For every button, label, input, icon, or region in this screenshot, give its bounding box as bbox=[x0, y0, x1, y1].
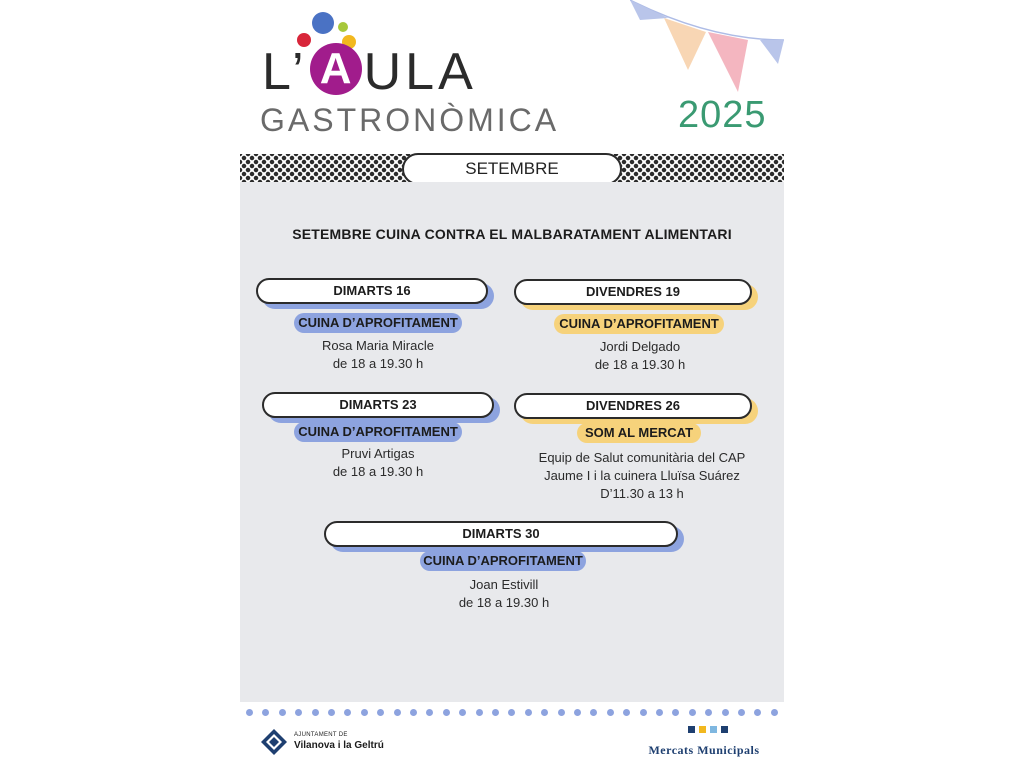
year: 2025 bbox=[678, 94, 767, 136]
event-time: D’11.30 a 13 h bbox=[600, 486, 684, 501]
event-info bbox=[522, 449, 762, 503]
event-presenter: Jordi Delgado bbox=[599, 339, 681, 354]
divider-dot bbox=[377, 709, 384, 716]
divider-dot bbox=[558, 709, 565, 716]
event-presenter: Equip de Salut comunitària del CAP bbox=[538, 450, 746, 465]
divider-dot bbox=[508, 709, 515, 716]
divider-dot bbox=[607, 709, 614, 716]
divider-dot bbox=[754, 709, 761, 716]
event-type-badge: CUINA D’APROFITAMENT bbox=[294, 422, 462, 442]
event-info bbox=[278, 445, 478, 481]
event-presenter: Rosa Maria Miracle bbox=[322, 338, 434, 353]
divider-dot bbox=[328, 709, 335, 716]
divider-dot bbox=[705, 709, 712, 716]
divider-dot bbox=[541, 709, 548, 716]
event-day: DIMARTS 30 bbox=[324, 521, 678, 547]
divider-dot bbox=[656, 709, 663, 716]
divider-dot bbox=[689, 709, 696, 716]
events-panel bbox=[240, 182, 784, 702]
headline: SETEMBRE CUINA CONTRA EL MALBARATAMENT ALIMENTARI bbox=[292, 226, 732, 242]
event-presenter: Pruvi Artigas bbox=[341, 446, 415, 461]
event-presenter: Joan Estivill bbox=[469, 577, 539, 592]
event-type-badge: SOM AL MERCAT bbox=[577, 423, 701, 443]
divider-dot bbox=[246, 709, 253, 716]
mercats-logo bbox=[634, 722, 774, 762]
dots-divider bbox=[240, 709, 784, 719]
mercats-name: Mercats Municipals bbox=[648, 743, 760, 757]
event-info bbox=[404, 576, 604, 612]
divider-dot bbox=[443, 709, 450, 716]
divider-dot bbox=[492, 709, 499, 716]
divider-dot bbox=[394, 709, 401, 716]
divider-dot bbox=[459, 709, 466, 716]
event-time: de 18 a 19.30 h bbox=[458, 595, 550, 610]
poster bbox=[240, 0, 784, 768]
divider-dot bbox=[262, 709, 269, 716]
divider-dot bbox=[771, 709, 778, 716]
logo-subtitle: GASTRONÒMICA bbox=[260, 102, 560, 138]
event-day: DIMARTS 23 bbox=[262, 392, 494, 418]
event-day: DIVENDRES 19 bbox=[514, 279, 752, 305]
divider-dot bbox=[722, 709, 729, 716]
divider-dot bbox=[574, 709, 581, 716]
event-day: DIVENDRES 26 bbox=[514, 393, 752, 419]
divider-dot bbox=[312, 709, 319, 716]
bunting-icon bbox=[630, 0, 784, 95]
divider-dot bbox=[640, 709, 647, 716]
event-time: de 18 a 19.30 h bbox=[332, 464, 424, 479]
logo-a-circle: A bbox=[310, 43, 362, 95]
divider-dot bbox=[410, 709, 417, 716]
ajuntament-logo bbox=[260, 728, 400, 758]
event-type-badge: CUINA D’APROFITAMENT bbox=[294, 313, 462, 333]
event-type-badge: CUINA D’APROFITAMENT bbox=[554, 314, 724, 334]
divider-dot bbox=[279, 709, 286, 716]
divider-dot bbox=[426, 709, 433, 716]
divider-dot bbox=[476, 709, 483, 716]
event-day: DIMARTS 16 bbox=[256, 278, 488, 304]
divider-dot bbox=[672, 709, 679, 716]
divider-dot bbox=[295, 709, 302, 716]
month-label: SETEMBRE bbox=[402, 153, 622, 185]
event-presenter-continued: Jaume I i la cuinera Lluïsa Suárez bbox=[544, 468, 740, 483]
ajuntament-emblem-icon bbox=[260, 728, 288, 756]
divider-dot bbox=[344, 709, 351, 716]
ajuntament-name: Vilanova i la Geltrú bbox=[294, 740, 384, 751]
event-type-badge: CUINA D’APROFITAMENT bbox=[420, 551, 586, 571]
divider-dot bbox=[738, 709, 745, 716]
event-info bbox=[540, 338, 740, 374]
divider-dot bbox=[361, 709, 368, 716]
event-time: de 18 a 19.30 h bbox=[332, 356, 424, 371]
logo-title: L’ A ULA bbox=[262, 43, 477, 101]
mercats-squares-icon bbox=[688, 726, 728, 734]
divider-dot bbox=[590, 709, 597, 716]
event-info bbox=[278, 337, 478, 373]
divider-dot bbox=[525, 709, 532, 716]
divider-dot bbox=[623, 709, 630, 716]
event-time: de 18 a 19.30 h bbox=[594, 357, 686, 372]
ajuntament-label: AJUNTAMENT DE bbox=[294, 732, 348, 738]
